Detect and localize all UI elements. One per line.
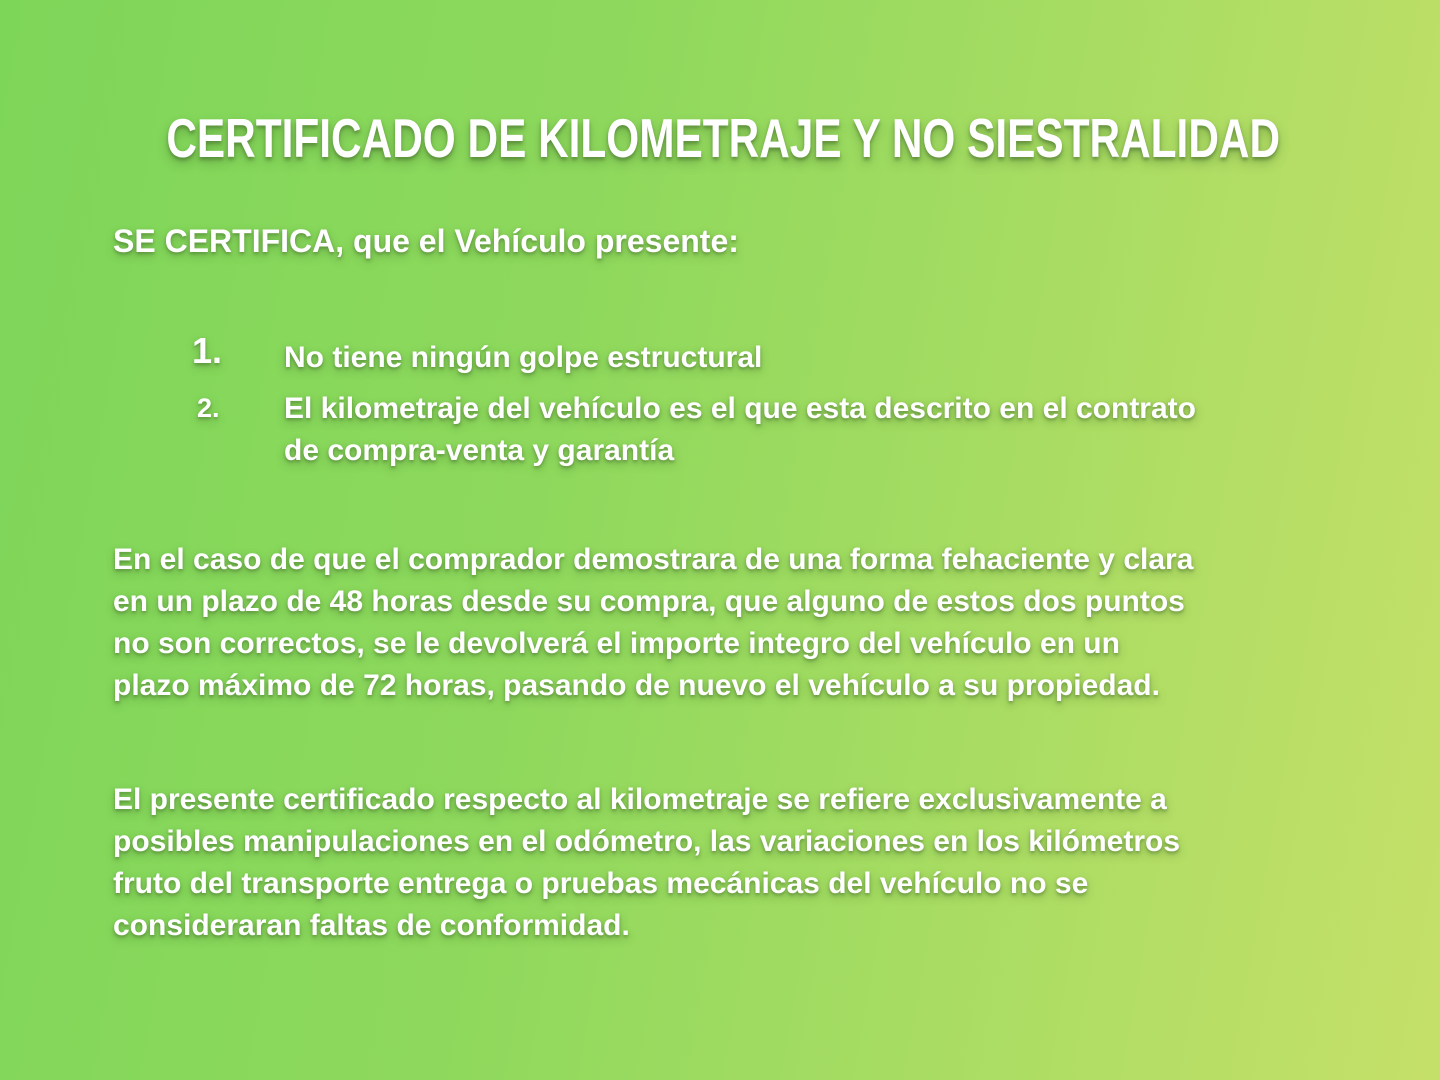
list-item-1-text: No tiene ningún golpe estructural bbox=[284, 341, 763, 374]
list-item-2-line-1: El kilometraje del vehículo es el que esta descrito en el contrato bbox=[284, 392, 1196, 425]
certify-statement: SE CERTIFICA, que el Vehículo presente: bbox=[113, 223, 739, 259]
refund-paragraph-line-3: no son correctos, se le devolverá el importe integro del vehículo en un bbox=[113, 627, 1120, 660]
scope-paragraph-line-3: fruto del transporte entrega o pruebas mecánicas del vehículo no se bbox=[113, 867, 1089, 900]
scope-paragraph-line-4: consideraran faltas de conformidad. bbox=[113, 909, 630, 942]
list-item-2-line-2: de compra-venta y garantía bbox=[284, 434, 675, 467]
scope-paragraph-line-2: posibles manipulaciones en el odómetro, las variaciones en los kilómetros bbox=[113, 825, 1181, 858]
scope-paragraph-line-1: El presente certificado respecto al kilometraje se refiere exclusivamente a bbox=[113, 783, 1167, 816]
page-title bbox=[0, 107, 1440, 169]
refund-paragraph-line-2: en un plazo de 48 horas desde su compra, que alguno de estos dos puntos bbox=[113, 585, 1185, 618]
scope-paragraph bbox=[113, 779, 1180, 947]
refund-paragraph-line-4: plazo máximo de 72 horas, pasando de nuevo el vehículo a su propiedad. bbox=[113, 669, 1160, 702]
list-item-2-number: 2. bbox=[197, 393, 220, 423]
refund-paragraph bbox=[113, 539, 1193, 707]
list-item-2-text bbox=[284, 388, 1196, 472]
refund-paragraph-line-1: En el caso de que el comprador demostrara de una forma fehaciente y clara bbox=[113, 543, 1194, 576]
page-title-text: CERTIFICADO DE KILOMETRAJE Y NO SIESTRALIDAD bbox=[166, 107, 1281, 169]
list-item-1-number: 1. bbox=[192, 330, 223, 371]
